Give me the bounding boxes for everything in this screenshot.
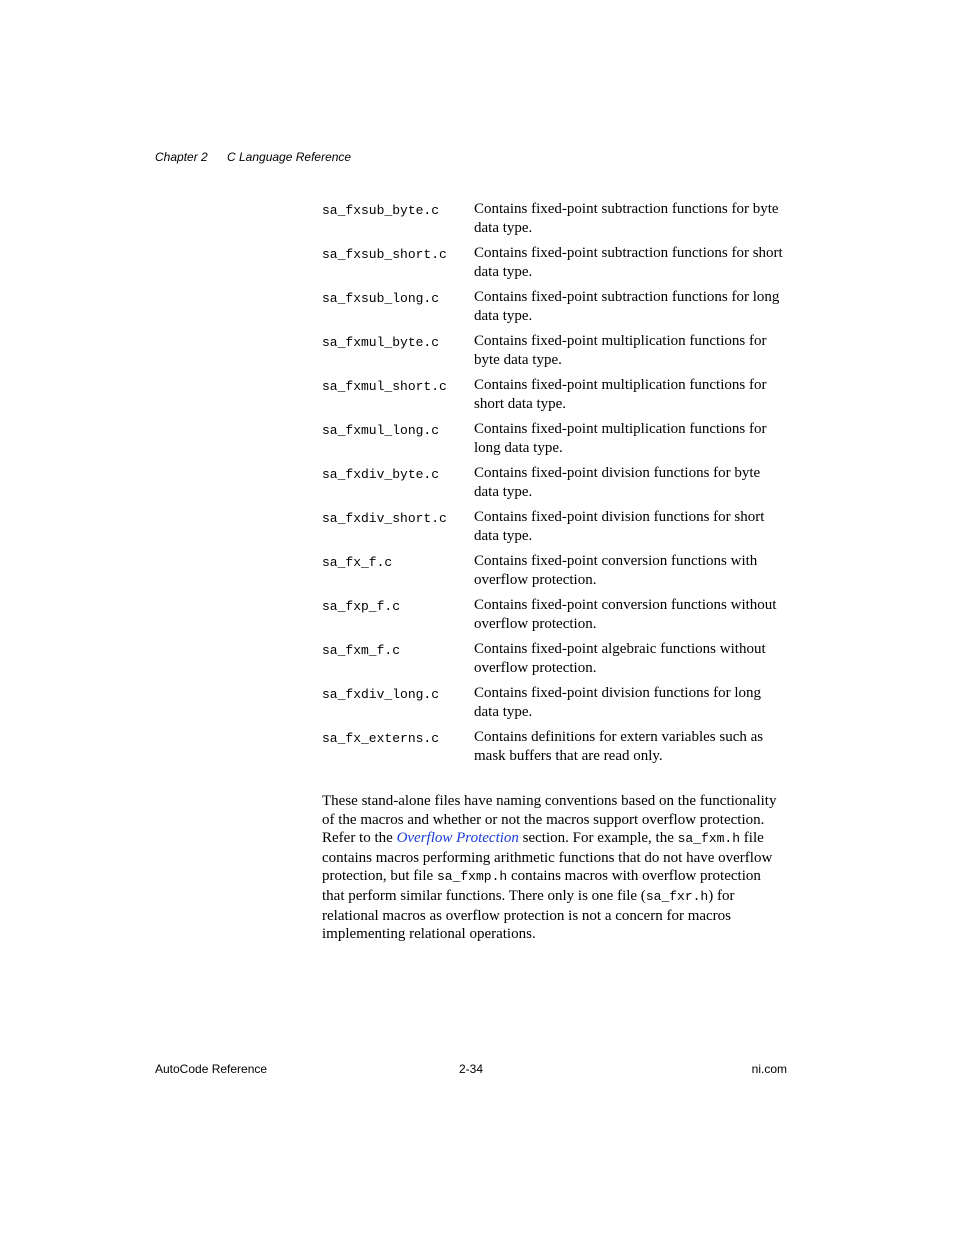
- file-name: sa_fxdiv_byte.c: [322, 467, 440, 482]
- file-name: sa_fxdiv_long.c: [322, 687, 440, 702]
- file-description: Contains fixed-point multiplication functions for byte data type.: [474, 333, 767, 368]
- file-description: Contains fixed-point division functions for long data type.: [474, 685, 762, 720]
- file-row: [322, 420, 787, 458]
- file-description: Contains fixed-point multiplication functions for long data type.: [474, 421, 767, 456]
- file-row: [322, 728, 787, 766]
- file-row: [322, 376, 787, 414]
- file-description: Contains fixed-point division functions for short data type.: [474, 509, 765, 544]
- file-name: sa_fx_externs.c: [322, 731, 440, 746]
- file-name: sa_fxsub_long.c: [322, 291, 440, 306]
- code-sa-fxr-h: sa_fxr.h: [645, 888, 709, 904]
- file-description: Contains fixed-point algebraic functions without overflow protection.: [474, 641, 766, 676]
- file-description: Contains fixed-point subtraction functions for long data type.: [474, 289, 780, 324]
- footer-manual-title: AutoCode Reference: [155, 1062, 268, 1076]
- file-name: sa_fxsub_byte.c: [322, 203, 440, 218]
- file-description: Contains fixed-point conversion functions without overflow protection.: [474, 597, 777, 632]
- file-name: sa_fxmul_byte.c: [322, 335, 440, 350]
- file-row: [322, 200, 787, 238]
- file-row: [322, 464, 787, 502]
- file-description: Contains fixed-point subtraction functions for short data type.: [474, 245, 783, 280]
- file-row: [322, 332, 787, 370]
- code-sa-fxmp-h: sa_fxmp.h: [436, 869, 508, 885]
- file-row: [322, 684, 787, 722]
- page-header: [155, 150, 351, 164]
- file-row: [322, 244, 787, 282]
- file-row: [322, 288, 787, 326]
- file-name: sa_fxsub_short.c: [322, 247, 447, 262]
- file-name: sa_fxdiv_short.c: [322, 511, 447, 526]
- overflow-protection-link[interactable]: Overflow Protection: [396, 830, 519, 847]
- file-name: sa_fx_f.c: [322, 555, 393, 570]
- footer-website[interactable]: ni.com: [751, 1062, 787, 1076]
- file-list: [322, 200, 787, 772]
- file-row: [322, 552, 787, 590]
- file-row: [322, 596, 787, 634]
- footer-page-number: 2-34: [459, 1062, 484, 1076]
- file-row: [322, 640, 787, 678]
- file-description: Contains fixed-point multiplication functions for short data type.: [474, 377, 767, 412]
- chapter-title: C Language Reference: [227, 150, 352, 164]
- file-description: Contains definitions for extern variables such as mask buffers that are read only.: [474, 729, 764, 764]
- file-name: sa_fxmul_short.c: [322, 379, 447, 394]
- chapter-number: Chapter 2: [155, 150, 208, 164]
- body-paragraph: These stand-alone files have naming conventions based on the functionality of the macros and whether or not the macros support overflow protection. Refer to the Overflow Protection section. For example, the sa_fxm.h file contains macros performing arithmetic functions that do not have overflow protection, but file sa_fxmp.h contains macros with overflow protection that perform similar functions. There only is one file (sa_fxr.h) for relational macros as overflow protection is not a concern for macros implementing relational operations.: [322, 793, 777, 943]
- file-description: Contains fixed-point subtraction functions for byte data type.: [474, 201, 779, 236]
- code-sa-fxm-h: sa_fxm.h: [677, 831, 741, 847]
- file-name: sa_fxmul_long.c: [322, 423, 440, 438]
- file-description: Contains fixed-point division functions for byte data type.: [474, 465, 761, 500]
- file-name: sa_fxm_f.c: [322, 643, 401, 658]
- file-name: sa_fxp_f.c: [322, 599, 401, 614]
- file-row: [322, 508, 787, 546]
- file-description: Contains fixed-point conversion functions with overflow protection.: [474, 553, 758, 588]
